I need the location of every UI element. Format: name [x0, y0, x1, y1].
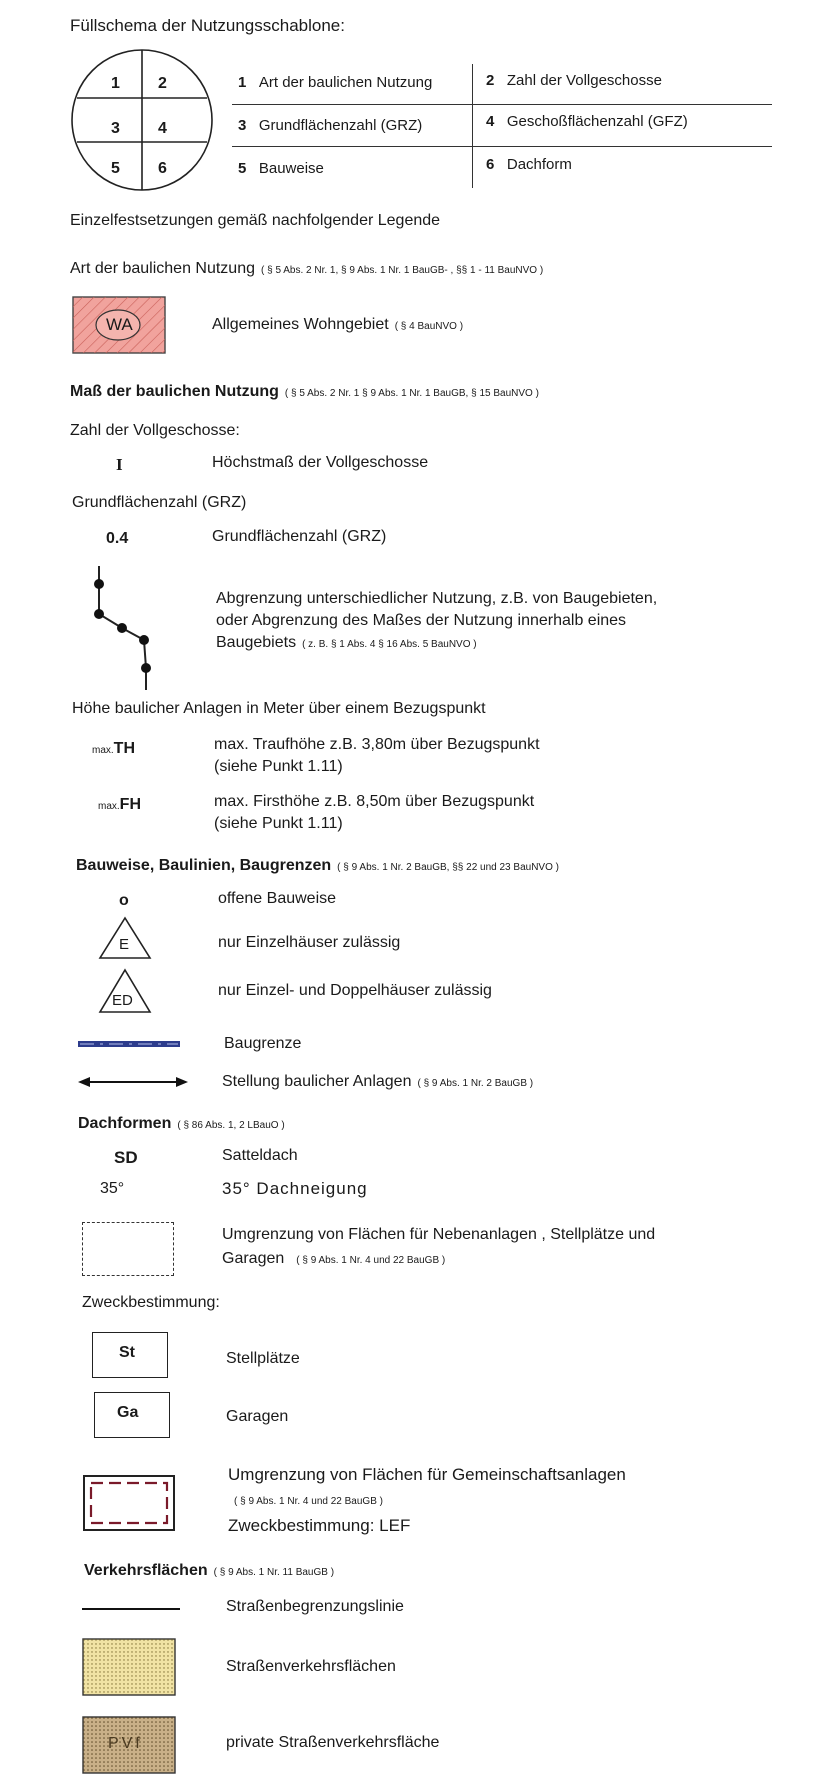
th-label-1: max. Traufhöhe z.B. 3,80m über Bezugspunkt — [214, 736, 540, 753]
gemeinschaftsanlagen-label-1: Umgrenzung von Flächen für Gemeinschaftsanlagen — [228, 1465, 626, 1484]
schablone-item-5: 5 Bauweise — [238, 160, 324, 177]
einzel-doppelhaus-label: nur Einzel- und Doppelhäuser zulässig — [218, 982, 492, 999]
einzelhaus-label: nur Einzelhäuser zulässig — [218, 934, 401, 951]
nebenanlagen-label-2: Garagen ( § 9 Abs. 1 Nr. 4 und 22 BauGB ) — [222, 1250, 446, 1267]
grz-value: 0.4 — [106, 530, 129, 547]
satteldach-symbol: SD — [114, 1148, 138, 1167]
fh-symbol: max.FH — [98, 796, 141, 813]
schablone-item-3: 3 Grundflächenzahl (GRZ) — [238, 117, 423, 134]
schablone-cell-5: 5 — [111, 160, 120, 177]
einzel-doppelhaus-symbol-label: ED — [112, 992, 133, 1009]
legend-intro: Einzelfestsetzungen gemäß nachfolgender Legende — [70, 212, 441, 229]
strassenverkehrsflaechen-label: Straßenverkehrsflächen — [226, 1658, 396, 1675]
vollgeschosse-label: Höchstmaß der Vollgeschosse — [212, 454, 429, 471]
abgrenzung-line-2: oder Abgrenzung des Maßes der Nutzung innerhalb eines — [216, 612, 627, 629]
stellung-label: Stellung baulicher Anlagen ( § 9 Abs. 1 Nr. 2 BauGB ) — [222, 1073, 534, 1090]
stellplaetze-symbol: St — [119, 1344, 135, 1361]
schablone-item-6: 6 Dachform — [486, 156, 572, 173]
bauweise-heading: Bauweise, Baulinien, Baugrenzen ( § 9 Abs. 1 Nr. 2 BauGB, §§ 22 und 23 BauNVO ) — [76, 857, 559, 874]
abgrenzung-line-1: Abgrenzung unterschiedlicher Nutzung, z.B. von Baugebieten, — [216, 590, 658, 607]
grz-label: Grundflächenzahl (GRZ) — [212, 528, 387, 545]
gemeinschaftsanlagen-ref: ( § 9 Abs. 1 Nr. 4 und 22 BauGB ) — [234, 1496, 383, 1507]
dachneigung-symbol: 35° — [100, 1180, 125, 1197]
verkehrsflaechen-heading: Verkehrsflächen ( § 9 Abs. 1 Nr. 11 BauGB ) — [84, 1562, 335, 1579]
vollgeschosse-symbol: I — [116, 455, 123, 474]
schablone-item-2: 2 Zahl der Vollgeschosse — [486, 72, 662, 89]
gemeinschaftsanlagen-symbol — [82, 1474, 176, 1532]
schablone-cell-4: 4 — [158, 120, 167, 137]
nebenanlagen-label-1: Umgrenzung von Flächen für Nebenanlagen , Stellplätze und — [222, 1226, 656, 1243]
schablone-item-4: 4 Geschoßflächenzahl (GFZ) — [486, 113, 688, 130]
page-title: Füllschema der Nutzungsschablone: — [70, 16, 345, 35]
dachneigung-label: 35° Dachneigung — [222, 1179, 368, 1198]
offene-bauweise-symbol: o — [119, 892, 129, 909]
th-label-2: (siehe Punkt 1.11) — [214, 758, 343, 775]
dachformen-heading: Dachformen ( § 86 Abs. 1, 2 LBauO ) — [78, 1115, 285, 1132]
nebenanlagen-dashed-box — [82, 1222, 174, 1276]
private-strassenverkehrsflaeche-label: private Straßenverkehrsfläche — [226, 1734, 440, 1751]
fh-label-1: max. Firsthöhe z.B. 8,50m über Bezugspunkt — [214, 793, 535, 810]
stellung-arrow-symbol — [78, 1074, 188, 1090]
abgrenzung-dotted-line-symbol — [86, 566, 166, 690]
strassenbegrenzungslinie-symbol — [82, 1608, 180, 1610]
satteldach-label: Satteldach — [222, 1147, 298, 1164]
vollgeschosse-title: Zahl der Vollgeschosse: — [70, 422, 240, 439]
art-heading: Art der baulichen Nutzung ( § 5 Abs. 2 Nr. 1, § 9 Abs. 1 Nr. 1 BauGB- , §§ 1 - 11 BauNVO ) — [70, 260, 544, 277]
zweckbestimmung-title: Zweckbestimmung: — [82, 1294, 220, 1311]
grz-title: Grundflächenzahl (GRZ) — [72, 494, 247, 511]
schablone-cell-6: 6 — [158, 160, 167, 177]
wa-symbol-label: WA — [106, 315, 133, 334]
fh-label-2: (siehe Punkt 1.11) — [214, 815, 343, 832]
mass-heading: Maß der baulichen Nutzung ( § 5 Abs. 2 Nr. 1 § 9 Abs. 1 Nr. 1 BauGB, § 15 BauNVO ) — [70, 383, 539, 400]
th-symbol: max.TH — [92, 740, 135, 757]
baugrenze-label: Baugrenze — [224, 1035, 302, 1052]
stellplaetze-label: Stellplätze — [226, 1350, 300, 1367]
nutzungsschablone-diagram — [68, 46, 218, 194]
schablone-item-1: 1 Art der baulichen Nutzung — [238, 74, 433, 91]
strassenverkehrsflaechen-symbol — [82, 1638, 176, 1696]
offene-bauweise-label: offene Bauweise — [218, 890, 337, 907]
garagen-symbol: Ga — [117, 1404, 139, 1421]
schablone-cell-2: 2 — [158, 75, 167, 92]
hoehe-title: Höhe baulicher Anlagen in Meter über einem Bezugspunkt — [72, 700, 486, 717]
private-strassenverkehrsflaeche-symbol-label: PVf — [108, 1735, 143, 1752]
strassenbegrenzungslinie-label: Straßenbegrenzungslinie — [226, 1598, 404, 1615]
baugrenze-line-symbol — [78, 1038, 182, 1050]
wa-label: Allgemeines Wohngebiet ( § 4 BauNVO ) — [212, 316, 464, 333]
gemeinschaftsanlagen-label-3: Zweckbestimmung: LEF — [228, 1516, 411, 1535]
garagen-label: Garagen — [226, 1408, 289, 1425]
einzelhaus-symbol-label: E — [119, 936, 130, 953]
abgrenzung-line-3: Baugebiets ( z. B. § 1 Abs. 4 § 16 Abs. 5 BauNVO ) — [216, 634, 477, 651]
schablone-cell-3: 3 — [111, 120, 120, 137]
schablone-cell-1: 1 — [111, 75, 120, 92]
